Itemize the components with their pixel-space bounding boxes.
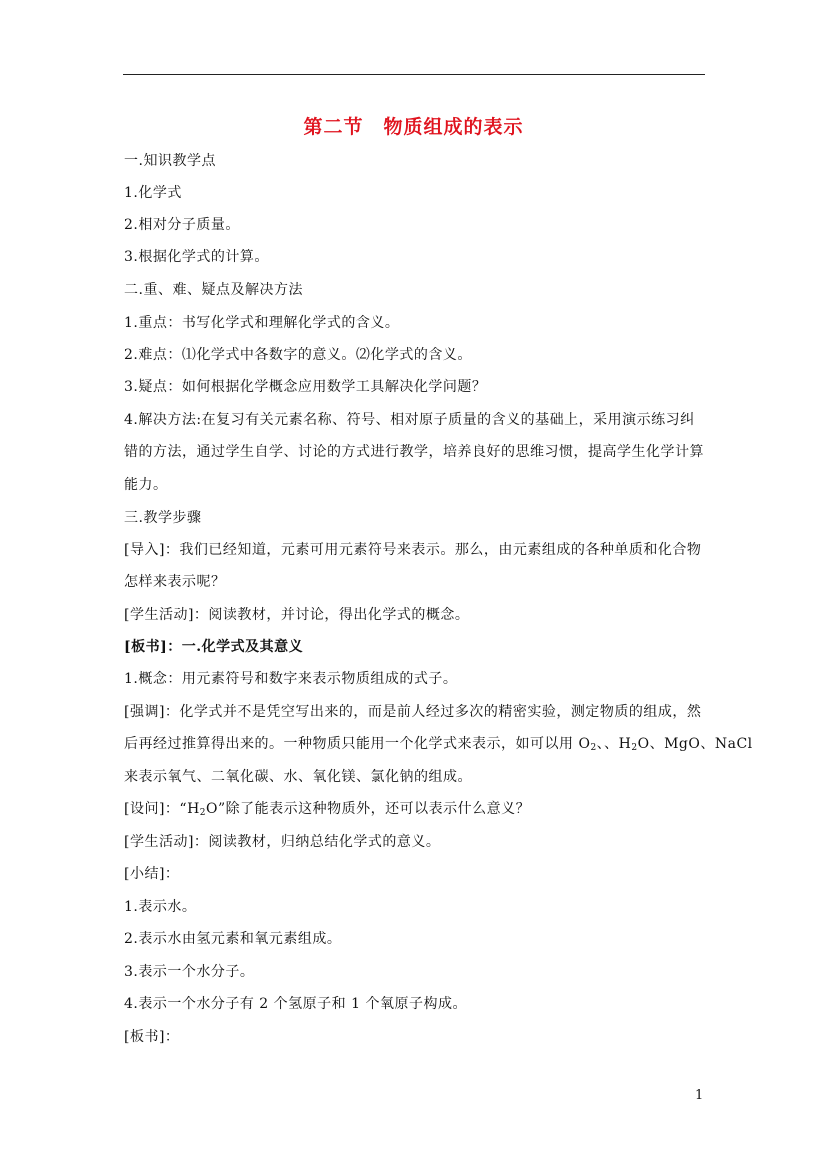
paragraph-line: 4.解决方法:在复习有关元素名称、符号、相对原子质量的含义的基础上，采用演示练习纠 [124,412,695,428]
list-item: 3.表示一个水分子。 [124,964,255,980]
list-item: 2.表示水由氢元素和氧元素组成。 [124,931,342,947]
paragraph-line: 能力。 [124,477,168,493]
paragraph-line: [学生活动]：阅读教材，归纳总结化学式的意义。 [124,834,441,850]
heading-key-points: 二.重、难、疑点及解决方法 [124,282,303,298]
header-rule [123,74,705,75]
list-item: 3.根据化学式的计算。 [124,249,269,265]
paragraph-line: [板书]： [124,1029,180,1045]
paragraph-line: 来表示氧气、二氧化碳、水、氧化镁、氯化钠的组成。 [124,769,472,785]
page-number: 1 [695,1088,704,1103]
paragraph-line: 后再经过推算得出来的。一种物质只能用一个化学式来表示，如可以用 $O_2$、、$H_2O$、MgO、NaCl [124,736,753,753]
paragraph-line: 错的方法，通过学生自学、讨论的方式进行教学，培养良好的思维习惯，提高学生化学计算 [124,444,704,460]
section-title: 第二节 物质组成的表示 [303,116,524,138]
paragraph-line: [强调]：化学式并不是凭空写出来的，而是前人经过多次的精密实验，测定物质的组成，然 [124,704,702,720]
list-item: 4.表示一个水分子有 2 个氢原子和 1 个氧原子构成。 [124,996,467,1012]
board-heading: [板书]：一.化学式及其意义 [124,639,304,655]
list-item: 1.表示水。 [124,899,197,915]
paragraph-line: [小结]： [124,866,180,882]
list-item: 1.化学式 [124,185,182,201]
list-item: 1.重点：书写化学式和理解化学式的含义。 [124,315,400,331]
paragraph-line: [学生活动]：阅读教材，并讨论，得出化学式的概念。 [124,607,470,623]
heading-teaching-steps: 三.教学步骤 [124,510,202,526]
paragraph-line: [导入]：我们已经知道，元素可用元素符号来表示。那么，由元素组成的各种单质和化合物 [124,542,702,558]
paragraph-line: 怎样来表示呢？ [124,574,226,590]
list-item: 2.相对分子质量。 [124,217,240,233]
list-item: 2.难点：⑴化学式中各数字的意义。⑵化学式的含义。 [124,347,472,363]
list-item: 3.疑点：如何根据化学概念应用数学工具解决化学问题？ [124,379,487,395]
paragraph-line: 1.概念：用元素符号和数字来表示物质组成的式子。 [124,671,458,687]
heading-knowledge-points: 一.知识教学点 [124,153,216,169]
paragraph-line: [设问]：“$H_2O$”除了能表示这种物质外，还可以表示什么意义？ [124,801,531,818]
